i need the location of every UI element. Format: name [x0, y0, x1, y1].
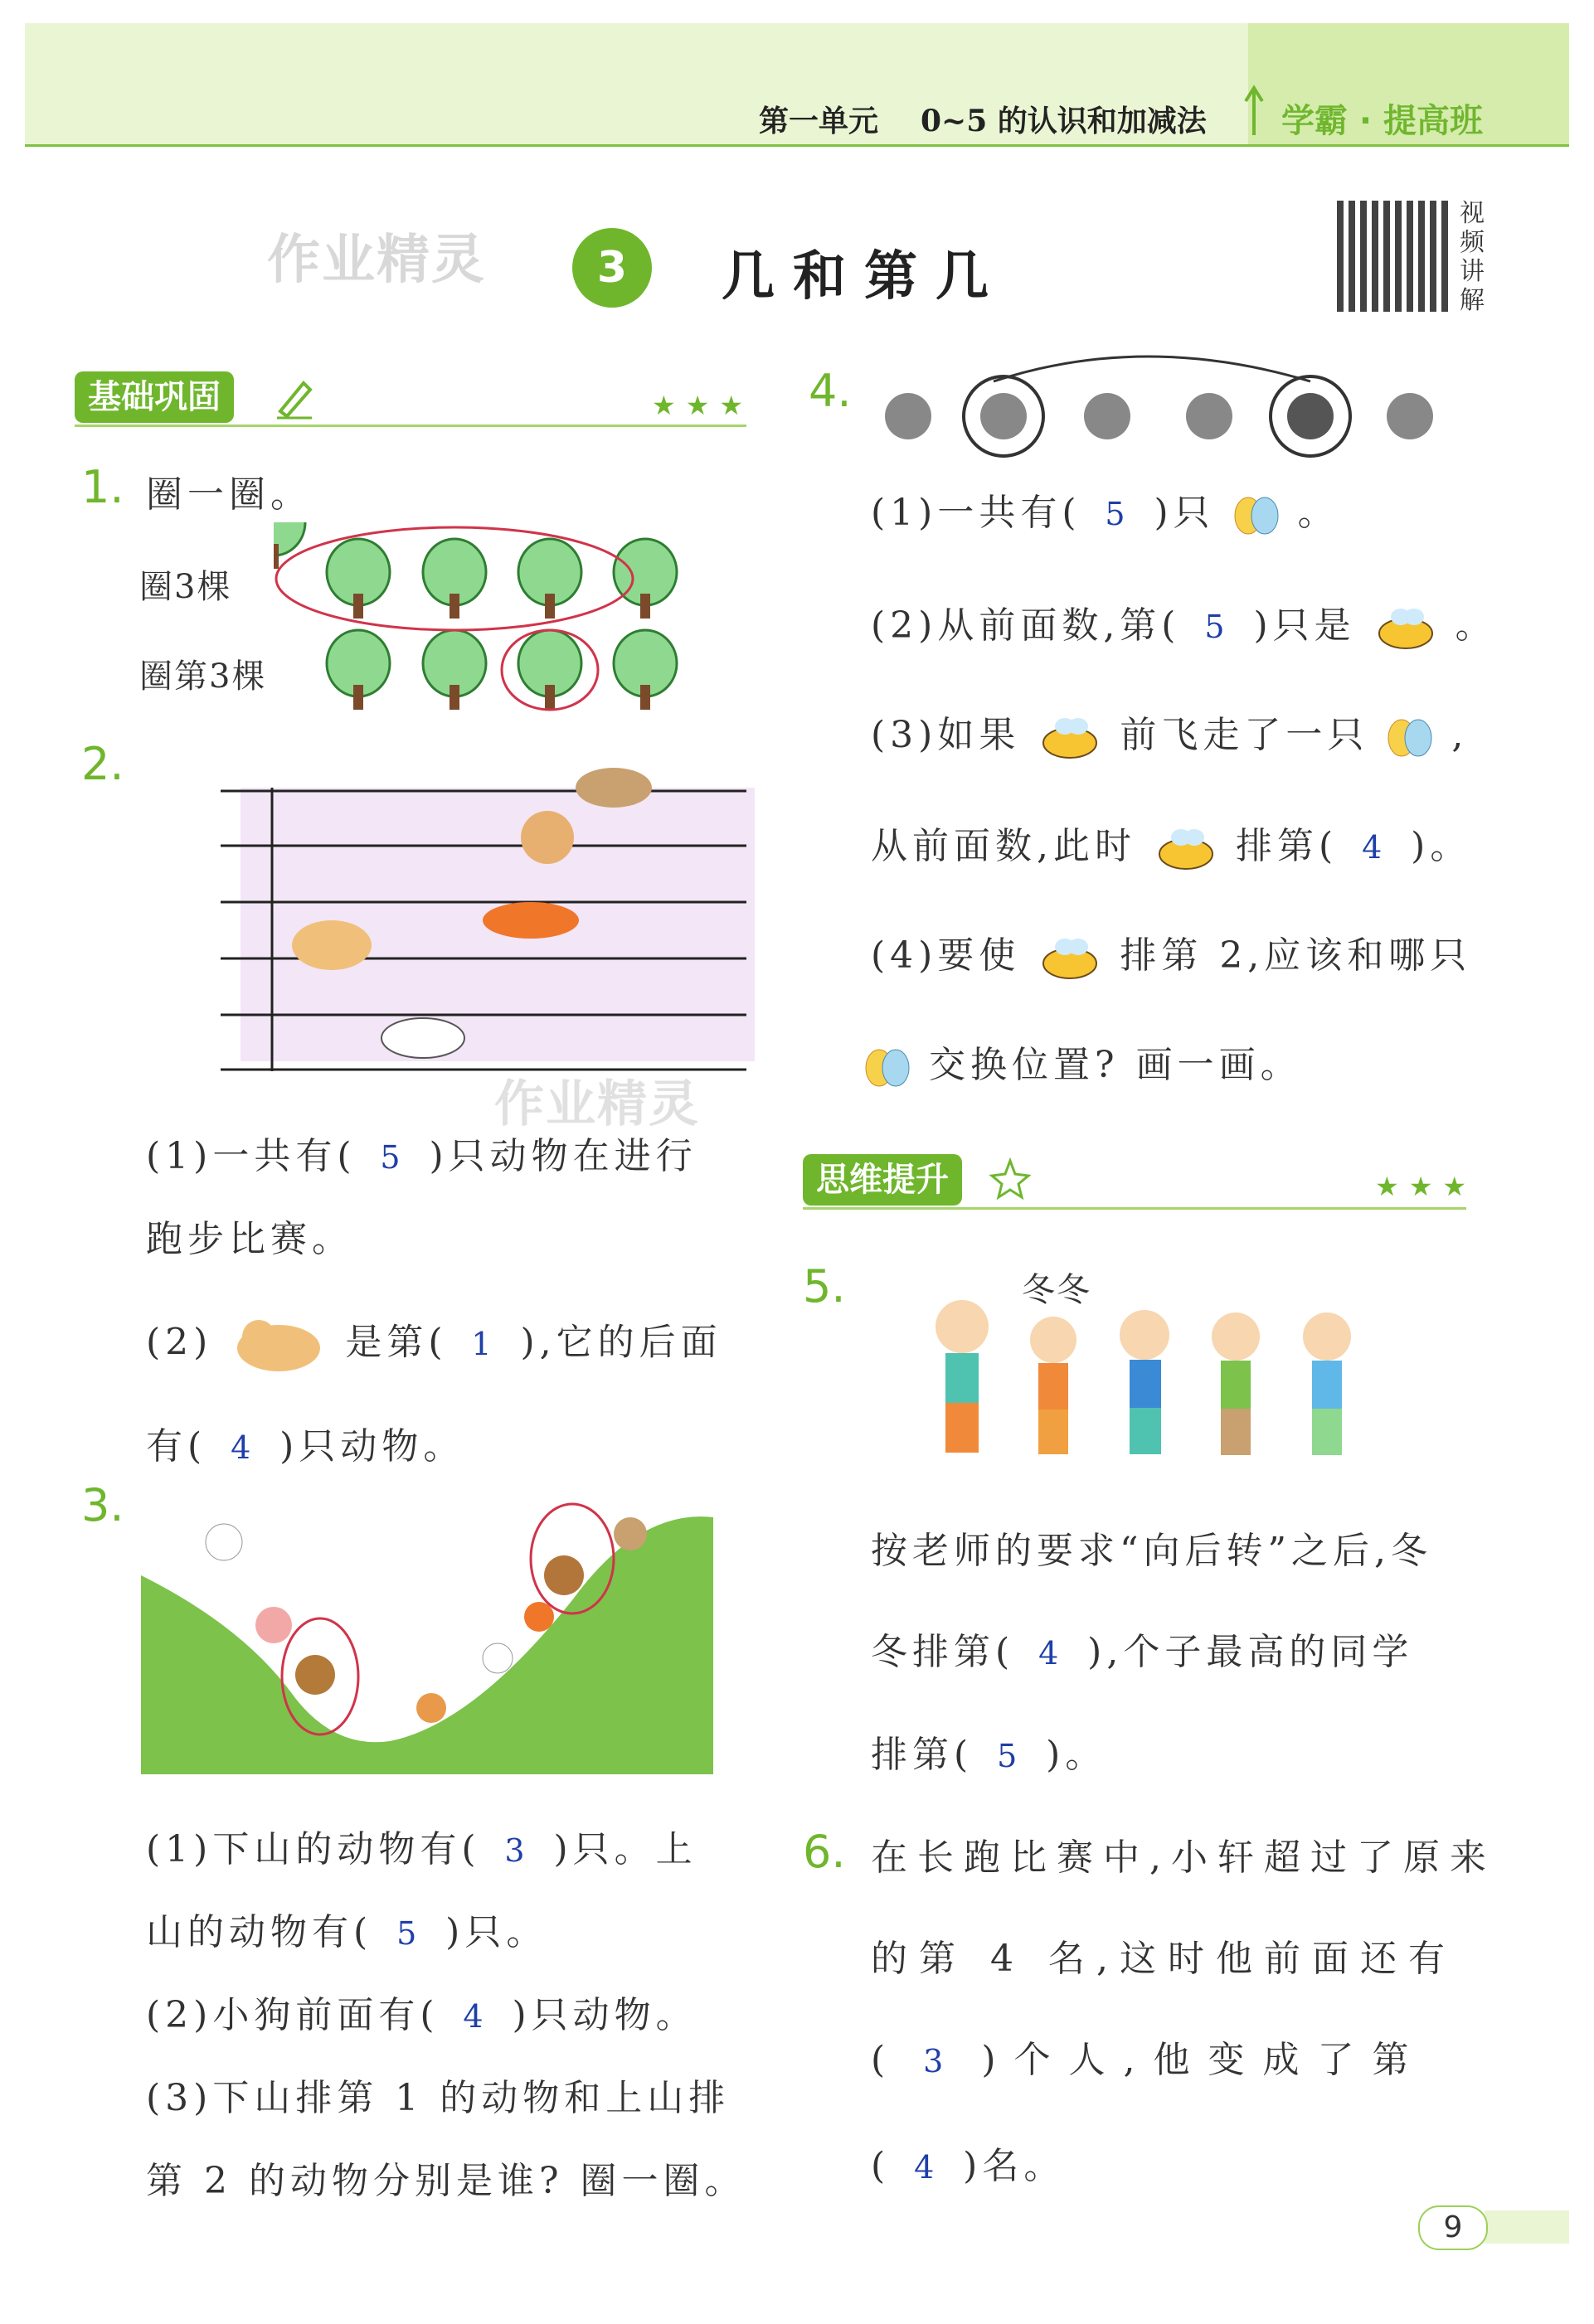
cat — [381, 1018, 464, 1058]
tree-illustration — [274, 522, 688, 713]
butterfly-row-illustration — [871, 340, 1451, 464]
monkey — [295, 1655, 335, 1695]
answer: 4 — [1362, 829, 1387, 866]
answer: 4 — [463, 1998, 488, 2035]
unit-topic: 0~5 的认识和加减法 — [921, 104, 1207, 138]
bee — [1287, 393, 1334, 439]
horse — [614, 1517, 647, 1550]
section-rule — [75, 425, 746, 427]
butterfly-icon — [1385, 713, 1435, 763]
dog — [416, 1693, 446, 1723]
answer: 4 — [914, 2149, 940, 2186]
q2-line: 有( 4 )只动物。 — [146, 1425, 465, 1468]
q3-line: 山的动物有( 5 )只。 — [146, 1911, 548, 1953]
q4-line: 交换位置? 画一画。 — [863, 1035, 1302, 1093]
butterfly — [1387, 393, 1433, 439]
tree — [423, 630, 486, 710]
butterfly — [885, 393, 931, 439]
q1-row-label: 圈3棵 — [139, 568, 232, 606]
q5-line: 冬排第( 4 ),个子最高的同学 — [871, 1631, 1414, 1673]
question-number: 1. — [81, 461, 124, 513]
dongdong-label: 冬冬 — [1022, 1271, 1091, 1309]
dog — [292, 920, 372, 970]
answer: 5 — [1105, 496, 1130, 532]
q6-line: 的第 4 名,这时他前面还有 — [871, 1938, 1456, 1980]
section-rule — [803, 1207, 1466, 1210]
footer-band — [1485, 2210, 1569, 2244]
horse — [576, 768, 652, 808]
pencil-icon — [274, 375, 315, 420]
watermark: 作业精灵 — [494, 1075, 700, 1133]
rabbit — [206, 1524, 242, 1560]
butterfly-icon — [863, 1043, 912, 1093]
qr-code[interactable] — [1337, 201, 1450, 312]
page-number: 9 — [1418, 2205, 1488, 2250]
dog-icon — [229, 1312, 328, 1378]
unit-label: 第一单元 — [759, 104, 879, 138]
child — [936, 1300, 989, 1453]
q2-line: (1)一共有( 5 )只动物在进行 — [146, 1135, 697, 1177]
q3-line: 第 2 的动物分别是谁? 圈一圈。 — [146, 2160, 746, 2202]
q3-line: (2)小狗前面有( 4 )只动物。 — [146, 1994, 697, 2036]
question-number: 6. — [803, 1826, 846, 1878]
question-prompt: 圈一圈。 — [146, 473, 312, 516]
section-badge-advanced: 思维提升 — [803, 1154, 962, 1206]
q4-line: (2)从前面数,第( 5 )只是 。 — [871, 595, 1497, 653]
answer: 5 — [1204, 609, 1230, 645]
tree — [614, 539, 677, 619]
bear — [544, 1555, 584, 1595]
answer: 1 — [471, 1325, 497, 1362]
arrow-icon — [1237, 81, 1271, 139]
tree — [614, 630, 677, 710]
answer: 3 — [923, 2043, 962, 2079]
child — [1212, 1312, 1260, 1455]
difficulty-stars: ★★★ — [1375, 1171, 1477, 1202]
hill-illustration — [141, 1492, 722, 1774]
answer: 3 — [504, 1832, 530, 1869]
brand-label: 学霸 · 提高班 — [1281, 102, 1484, 140]
bee-icon — [1373, 604, 1439, 653]
sparkle-star-icon — [987, 1156, 1033, 1202]
q5-line: 按老师的要求“向后转”之后,冬 — [871, 1530, 1432, 1572]
tree — [518, 539, 581, 619]
answer: 5 — [380, 1139, 406, 1176]
q4-line: (3)如果 前飞走了一只 , — [871, 705, 1468, 763]
q3-line: (3)下山排第 1 的动物和上山排 — [146, 2077, 731, 2119]
q1-row-label: 圈第3棵 — [139, 657, 267, 696]
q3-line: (1)下山的动物有( 3 )只。上 — [146, 1828, 697, 1870]
q5-line: 排第( 5 )。 — [871, 1734, 1107, 1776]
answer: 4 — [231, 1429, 256, 1466]
q4-line: (1)一共有( 5 )只 。 — [871, 483, 1339, 541]
lesson-number-badge: 3 — [572, 228, 652, 308]
q4-line: 从前面数,此时 排第( 4 )。 — [871, 816, 1471, 874]
butterfly — [1084, 393, 1130, 439]
q6-line: ( 3 )个人,他变成了第 — [871, 2039, 1427, 2081]
tree — [423, 539, 486, 619]
child — [1120, 1310, 1169, 1454]
children-illustration — [912, 1293, 1377, 1468]
fox — [483, 902, 579, 939]
q2-line: (2) 是第( 1 ),它的后面 — [146, 1312, 722, 1378]
race-track-illustration — [216, 746, 763, 1078]
question-number: 2. — [81, 738, 124, 790]
butterfly-icon — [1232, 491, 1281, 541]
question-number: 5. — [803, 1260, 846, 1312]
q2-line: 跑步比赛。 — [146, 1218, 353, 1260]
butterfly — [1186, 393, 1232, 439]
question-number: 3. — [81, 1479, 124, 1531]
section-badge-basic: 基础巩固 — [75, 371, 234, 423]
child — [1030, 1317, 1076, 1454]
watermark: 作业精灵 — [267, 230, 486, 291]
answer: 4 — [1038, 1635, 1064, 1671]
question-number: 4. — [809, 365, 852, 417]
butterfly — [980, 393, 1027, 439]
bee-icon — [1037, 934, 1103, 983]
answer: 5 — [997, 1738, 1023, 1774]
fox — [524, 1602, 554, 1632]
monkey — [521, 811, 574, 864]
tree — [518, 630, 581, 710]
cat — [483, 1643, 513, 1673]
child — [1303, 1312, 1351, 1455]
tree — [327, 630, 390, 710]
pig — [255, 1607, 292, 1643]
difficulty-stars: ★★★ — [652, 390, 754, 421]
q6-line: 在长跑比赛中,小轩超过了原来 — [871, 1836, 1496, 1879]
q4-line: (4)要使 排第 2,应该和哪只 — [871, 925, 1471, 983]
header-rule — [25, 144, 1569, 147]
lesson-title: 几和第几 — [722, 246, 1007, 308]
tree — [327, 539, 390, 619]
answer: 5 — [396, 1915, 422, 1952]
q6-line: ( 4 )名。 — [871, 2145, 1066, 2187]
bee-icon — [1153, 824, 1219, 874]
bee-icon — [1037, 713, 1103, 763]
qr-label: 视频讲解 — [1460, 199, 1485, 315]
